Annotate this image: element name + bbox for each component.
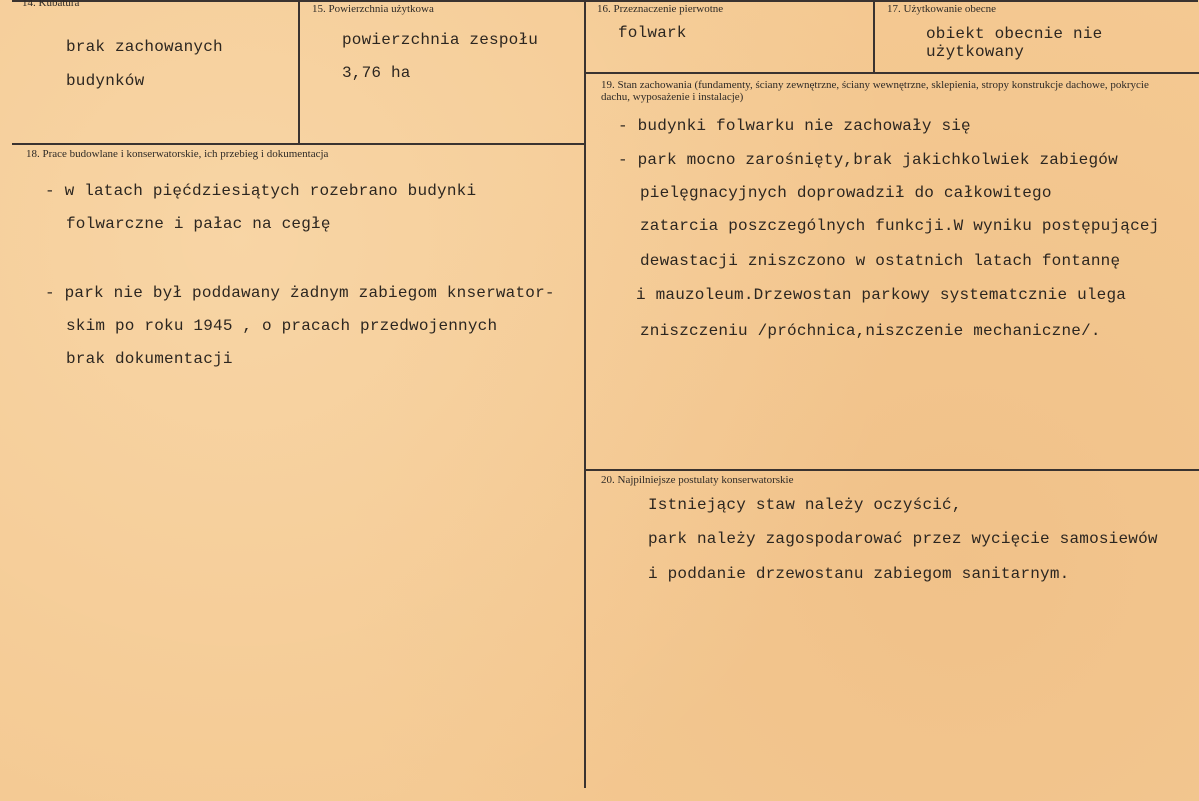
divider-row-16-19: [585, 72, 1199, 74]
field-19-line-7: zniszczeniu /próchnica,niszczenie mechaniczne/.: [640, 322, 1101, 340]
field-17-line-2: użytkowany: [926, 43, 1025, 61]
field-20-line-1: Istniejący staw należy oczyścić,: [648, 496, 962, 514]
field-19-label: 19. Stan zachowania (fundamenty, ściany zewnętrzne, ściany wewnętrzne, sklepienia, stropy konstrukcje dachowe, pokrycie dachu, wyposażenie i instalacje): [601, 79, 1149, 103]
field-14-label: 14. Kubatura: [22, 0, 80, 9]
field-20-line-2: park należy zagospodarować przez wycięcie samosiewów: [648, 530, 1158, 548]
field-14-line-1: brak zachowanych: [66, 38, 223, 56]
field-19-line-1: - budynki folwarku nie zachowały się: [618, 117, 971, 135]
field-17-line-1: obiekt obecnie nie: [926, 25, 1103, 43]
divider-row-14-18: [12, 143, 585, 145]
field-20-line-3: i poddanie drzewostanu zabiegom sanitarnym.: [648, 565, 1070, 583]
field-15-line-2: 3,76 ha: [342, 64, 411, 82]
field-18-line-1: - w latach pięćdziesiątych rozebrano budynki: [45, 182, 477, 200]
field-19-line-6: i mauzoleum.Drzewostan parkowy systematcznie ulega: [636, 286, 1127, 304]
field-16-label: 16. Przeznaczenie pierwotne: [597, 3, 724, 15]
divider-row-19-20: [585, 469, 1199, 471]
divider-main: [584, 0, 586, 788]
field-19-line-2: - park mocno zarośnięty,brak jakichkolwiek zabiegów: [618, 151, 1118, 169]
divider-16-17: [873, 0, 875, 72]
field-15-line-1: powierzchnia zespołu: [342, 31, 539, 49]
field-18-label: 18. Prace budowlane i konserwatorskie, ich przebieg i dokumentacja: [26, 148, 329, 160]
field-17-label: 17. Użytkowanie obecne: [887, 3, 997, 15]
field-14-line-2: budynków: [66, 72, 145, 90]
field-18-line-2: folwarczne i pałac na cegłę: [66, 215, 331, 233]
field-20-label: 20. Najpilniejsze postulaty konserwatorskie: [601, 474, 794, 486]
field-18-line-5: brak dokumentacji: [66, 350, 233, 368]
field-18-line-4: skim po roku 1945 , o pracach przedwojennych: [66, 317, 498, 335]
divider-14-15: [298, 0, 300, 144]
top-border-line: [12, 0, 1198, 2]
field-15-label: 15. Powierzchnia użytkowa: [312, 3, 434, 15]
field-18-line-3: - park nie był poddawany żadnym zabiegom knserwator-: [45, 284, 555, 302]
field-19-line-4: zatarcia poszczególnych funkcji.W wyniku postępującej: [640, 217, 1160, 235]
field-19-line-5: dewastacji zniszczono w ostatnich latach fontannę: [640, 252, 1121, 270]
field-16-line-1: folwark: [618, 24, 687, 42]
field-19-line-3: pielęgnacyjnych doprowadził do całkowitego: [640, 184, 1052, 202]
